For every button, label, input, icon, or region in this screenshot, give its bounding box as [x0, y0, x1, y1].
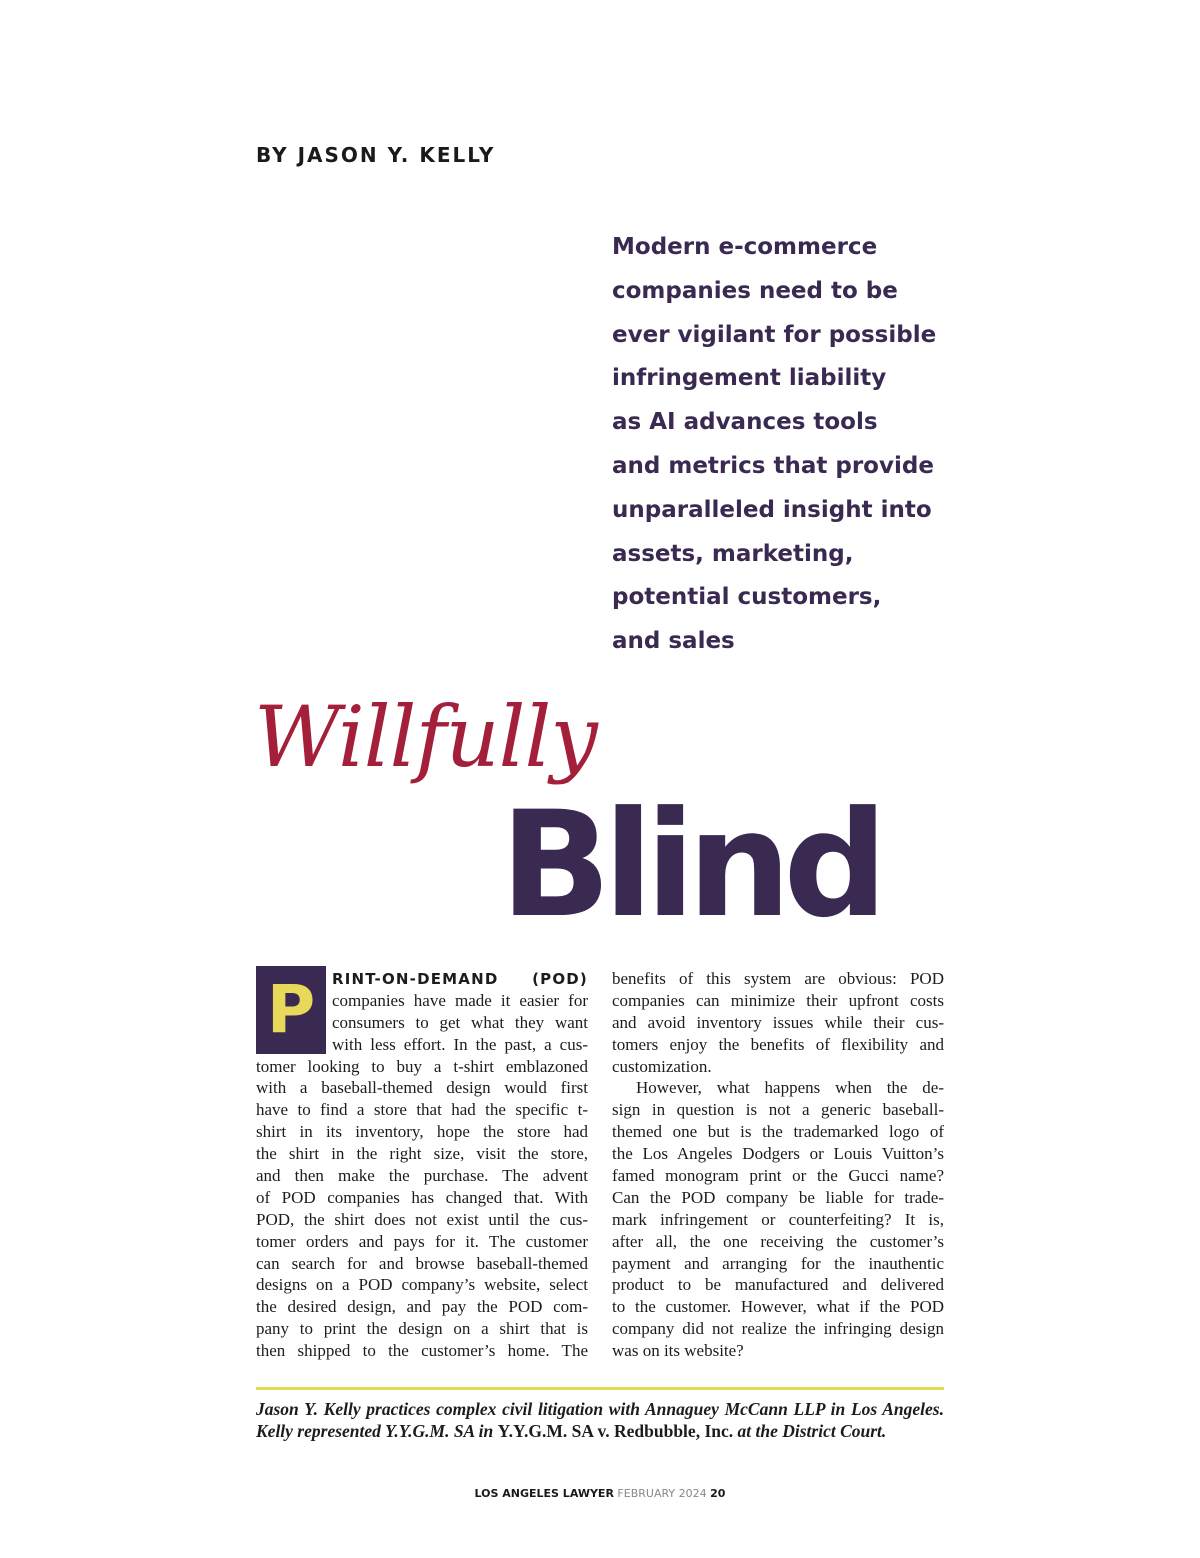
bio-text: Jason Y. Kelly practices complex civil litigation with Annaguey McCann LLP in Los Angeles. Kelly represented Y.Y.G.M. SA in: [256, 1399, 944, 1441]
body-line: pany to print the design on a shirt that is: [256, 1319, 588, 1339]
body-line: the shirt in the right size, visit the store,: [256, 1144, 588, 1164]
body-line: designs on a POD company’s website, select: [256, 1275, 588, 1295]
body-line: tomers enjoy the benefits of flexibility and: [612, 1034, 944, 1054]
drop-cap: P: [256, 966, 326, 1054]
body-line: tomer looking to buy a t-shirt emblazoned: [256, 1056, 588, 1076]
body-column-left: [256, 968, 588, 1362]
body-line: of POD companies has changed that. With: [256, 1187, 588, 1207]
page-number: 20: [710, 1487, 726, 1500]
bio-divider: [256, 1387, 944, 1390]
body-line: product to be manufactured and delivered: [612, 1275, 944, 1295]
body-line: themed one but is the trademarked logo of: [612, 1122, 944, 1142]
deck-line: assets, marketing,: [612, 540, 854, 567]
deck-line: companies need to be: [612, 277, 898, 304]
body-line: and then make the purchase. The advent: [256, 1166, 588, 1186]
body-line: after all, the one receiving the customer’s: [612, 1231, 944, 1251]
body-line: can search for and browse baseball-themed: [256, 1253, 588, 1273]
deck-line: Modern e-commerce: [612, 234, 878, 260]
body-line: shirt in its inventory, hope the store had: [256, 1122, 588, 1142]
title-willfully: Willfully: [254, 688, 597, 786]
body-line: the desired design, and pay the POD com-: [256, 1297, 588, 1317]
body-line: with a baseball-themed design would first: [256, 1078, 588, 1098]
deck-line: potential customers,: [612, 584, 882, 611]
body-line: the Los Angeles Dodgers or Louis Vuitton’s: [612, 1144, 944, 1164]
title-blind: Blind: [500, 780, 880, 950]
body-line: Can the POD company be liable for trade-: [612, 1187, 944, 1207]
body-line: was on its website?: [612, 1341, 744, 1361]
deck-line: and metrics that provide: [612, 452, 934, 479]
body-line: company did not realize the infringing design: [612, 1319, 944, 1339]
body-line: tomer orders and pays for it. The customer: [256, 1231, 588, 1251]
body-line: However, what happens when the de-: [636, 1078, 944, 1098]
body-line: have to find a store that had the specific t-: [256, 1100, 588, 1120]
body-line: consumers to get what they want: [332, 1012, 588, 1032]
deck-line: unparalleled insight into: [612, 496, 932, 523]
deck: [612, 226, 942, 664]
publication-name: LOS ANGELES LAWYER: [474, 1487, 614, 1500]
body-line: POD, the shirt does not exist until the cus-: [256, 1209, 588, 1229]
deck-line: as AI advances tools: [612, 409, 878, 436]
body-line: benefits of this system are obvious: POD: [612, 969, 944, 988]
body-line: customization.: [612, 1056, 712, 1076]
body-line: then shipped to the customer’s home. The: [256, 1341, 588, 1361]
body-line: companies have made it easier for: [332, 990, 588, 1010]
body-line: payment and arranging for the inauthentic: [612, 1253, 944, 1273]
body-line: sign in question is not a generic baseball-: [612, 1100, 944, 1120]
body-line: to the customer. However, what if the POD: [612, 1297, 944, 1317]
body-column-right: [612, 968, 944, 1362]
body-line: and avoid inventory issues while their cus-: [612, 1012, 944, 1032]
body-line: mark infringement or counterfeiting? It is,: [612, 1209, 944, 1229]
body-line: companies can minimize their upfront costs: [612, 990, 944, 1010]
body-line: with less effort. In the past, a cus-: [332, 1034, 588, 1054]
issue-date: FEBRUARY 2024: [617, 1487, 707, 1500]
deck-line: ever vigilant for possible: [612, 321, 937, 348]
deck-line: and sales: [612, 628, 735, 655]
bio-text-end: at the District Court.: [733, 1421, 887, 1441]
case-name: Y.Y.G.M. SA v. Redbubble, Inc.: [497, 1421, 734, 1441]
lead-in: RINT-ON-DEMAND (POD): [332, 970, 588, 988]
page-footer: [0, 1487, 1200, 1500]
byline: BY JASON Y. KELLY: [256, 143, 496, 167]
author-bio: [256, 1398, 944, 1442]
body-line: famed monogram print or the Gucci name?: [612, 1166, 944, 1186]
deck-line: infringement liability: [612, 365, 887, 392]
